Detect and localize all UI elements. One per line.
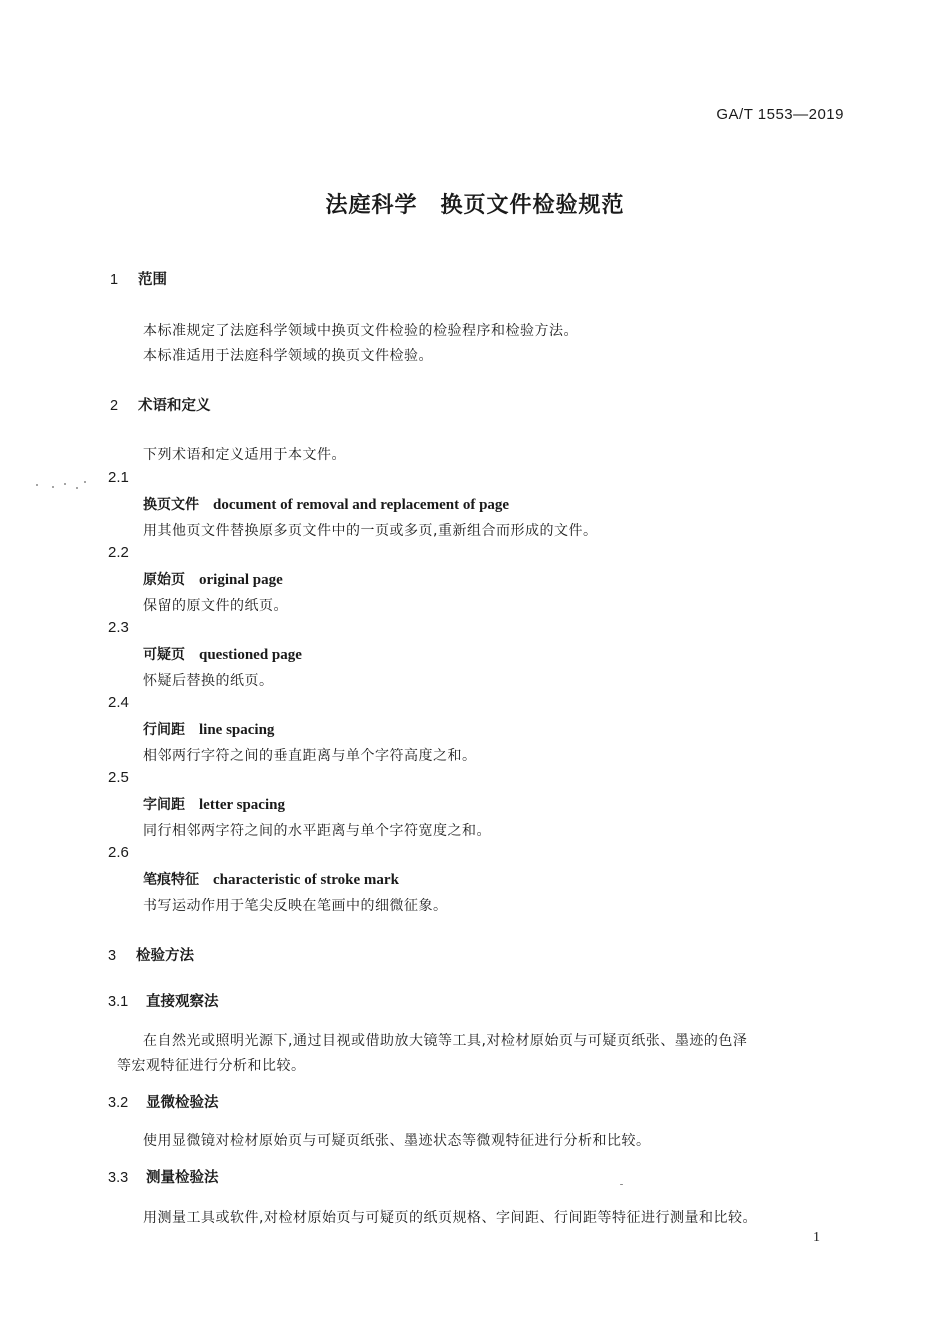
- term-en: line spacing: [199, 722, 275, 738]
- subsection-number: 3.2: [108, 1095, 129, 1111]
- term-zh: 笔痕特征: [143, 872, 199, 888]
- subsection-title: 测量检验法: [146, 1170, 219, 1186]
- term-en: letter spacing: [199, 797, 285, 813]
- section-1-heading: [110, 268, 167, 289]
- term-definition: 保留的原文件的纸页。: [143, 598, 288, 614]
- subsection-title: 显微检验法: [146, 1095, 219, 1111]
- section-number: 2: [110, 398, 119, 414]
- section-number: 3: [108, 948, 117, 964]
- term-heading: [143, 719, 274, 739]
- subsection-heading: [108, 1166, 219, 1187]
- term-zh: 字间距: [143, 797, 185, 813]
- term-en: original page: [199, 572, 283, 588]
- section-title: 检验方法: [136, 948, 194, 964]
- subsection-number: 3.1: [108, 994, 129, 1010]
- paragraph-line: 等宏观特征进行分析和比较。: [117, 1058, 306, 1074]
- term-en: questioned page: [199, 647, 302, 663]
- term-definition: 同行相邻两字符之间的水平距离与单个字符宽度之和。: [143, 823, 491, 839]
- paragraph: 本标准规定了法庭科学领域中换页文件检验的检验程序和检验方法。: [143, 323, 578, 339]
- section-title: 术语和定义: [138, 398, 211, 414]
- subsection-heading: [108, 1091, 219, 1112]
- subsection-heading: [108, 990, 219, 1011]
- term-zh: 可疑页: [143, 647, 185, 663]
- paragraph: 下列术语和定义适用于本文件。: [143, 447, 346, 463]
- term-zh: 换页文件: [143, 497, 199, 513]
- section-3-heading: [108, 944, 194, 965]
- subsection-title: 直接观察法: [146, 994, 219, 1010]
- term-number: 2.3: [108, 619, 129, 636]
- paragraph-line: 使用显微镜对检材原始页与可疑页纸张、墨迹状态等微观特征进行分析和比较。: [143, 1133, 651, 1149]
- term-definition: 相邻两行字符之间的垂直距离与单个字符高度之和。: [143, 748, 477, 764]
- term-number: 2.2: [108, 544, 129, 561]
- term-definition: 怀疑后替换的纸页。: [143, 673, 274, 689]
- term-number: 2.4: [108, 694, 129, 711]
- term-heading: [143, 569, 283, 589]
- section-number: 1: [110, 272, 119, 288]
- subsection-number: 3.3: [108, 1170, 129, 1186]
- standard-code: GA/T 1553—2019: [716, 106, 844, 123]
- term-en: characteristic of stroke mark: [213, 872, 399, 888]
- term-definition: 用其他页文件替换原多页文件中的一页或多页,重新组合而形成的文件。: [143, 523, 598, 539]
- term-zh: 行间距: [143, 722, 185, 738]
- term-number: 2.1: [108, 469, 129, 486]
- term-heading: [143, 869, 399, 889]
- page-number: 1: [813, 1230, 820, 1245]
- term-number: 2.6: [108, 844, 129, 861]
- section-title: 范围: [138, 272, 167, 288]
- paragraph-line: 用测量工具或软件,对检材原始页与可疑页的纸页规格、字间距、行间距等特征进行测量和比较。: [143, 1210, 757, 1226]
- term-heading: [143, 494, 509, 514]
- term-heading: [143, 644, 302, 664]
- term-heading: [143, 794, 285, 814]
- document-title: 法庭科学 换页文件检验规范: [325, 193, 625, 218]
- term-zh: 原始页: [143, 572, 185, 588]
- term-en: document of removal and replacement of page: [213, 497, 510, 513]
- paragraph: 本标准适用于法庭科学领域的换页文件检验。: [143, 348, 433, 364]
- section-2-heading: [110, 394, 211, 415]
- paragraph-line: 在自然光或照明光源下,通过目视或借助放大镜等工具,对检材原始页与可疑页纸张、墨迹的色泽: [143, 1033, 748, 1049]
- term-number: 2.5: [108, 769, 129, 786]
- term-definition: 书写运动作用于笔尖反映在笔画中的细微征象。: [143, 898, 448, 914]
